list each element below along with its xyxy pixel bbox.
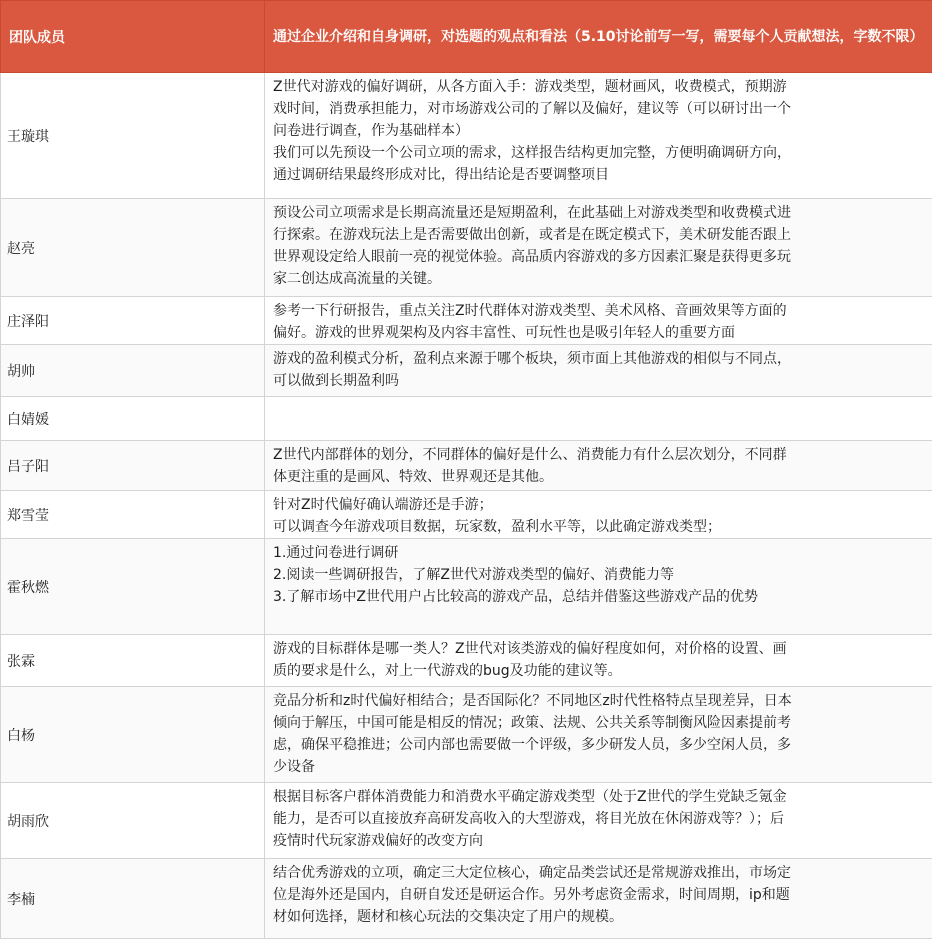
member-name: 庄泽阳 [1, 297, 265, 345]
member-name: 张霖 [1, 635, 265, 687]
opinion-line: 行探索。在游戏玩法上是否需要做出创新，或者是在既定模式下，美术研发能否跟上 [273, 227, 791, 243]
member-name: 白杨 [1, 687, 265, 783]
opinion-line: 可以调查今年游戏项目数据，玩家数，盈利水平等，以此确定游戏类型； [273, 519, 721, 535]
header-row [1, 1, 932, 73]
table-row [1, 635, 932, 687]
opinion-line: 1.通过问卷进行调研 [273, 545, 399, 561]
opinion-line: 虑，确保平稳推进；公司内部也需要做一个评级，多少研发人员，多少空闲人员，多 [273, 737, 791, 753]
table-row [1, 783, 932, 859]
table-body [1, 73, 932, 939]
opinion-line: 倾向于解压，中国可能是相反的情况；政策、法规、公共关系等制衡风险因素提前考 [273, 715, 791, 731]
opinion-line: 通过调研结果最终形成对比，得出结论是否要调整项目 [273, 167, 609, 183]
opinion-line: 家二创达成高流量的关键。 [273, 271, 441, 287]
opinion-line: 我们可以先预设一个公司立项的需求，这样报告结构更加完整，方便明确调研方向， [273, 145, 791, 161]
opinion-line: 问卷进行调查，作为基础样本） [273, 123, 469, 139]
opinion-line: 预设公司立项需求是长期高流量还是短期盈利，在此基础上对游戏类型和收费模式进 [273, 205, 791, 221]
opinion-line: 偏好。游戏的世界观架构及内容丰富性、可玩性也是吸引年轻人的重要方面 [273, 325, 735, 341]
opinion-line: 参考一下行研报告，重点关注Z时代群体对游戏类型、美术风格、音画效果等方面的 [273, 303, 787, 319]
header-opinion: 通过企业介绍和自身调研，对选题的观点和看法（5.10讨论前写一写，需要每个人贡献想法，字数不限） [265, 1, 932, 73]
opinion-line: 疫情时代玩家游戏偏好的改变方向 [273, 833, 483, 849]
member-opinion [265, 783, 932, 859]
table-row [1, 687, 932, 783]
member-opinion [265, 73, 932, 199]
member-opinion [265, 199, 932, 297]
table-row [1, 345, 932, 397]
table-row [1, 199, 932, 297]
member-name: 胡雨欣 [1, 783, 265, 859]
table-row [1, 441, 932, 491]
member-name: 郑雪莹 [1, 491, 265, 539]
table-row [1, 73, 932, 199]
table-row [1, 859, 932, 939]
member-opinion [265, 345, 932, 397]
member-opinion [265, 859, 932, 939]
member-opinion [265, 635, 932, 687]
header-team-member: 团队成员 [1, 1, 265, 73]
table-row [1, 297, 932, 345]
opinion-line: 游戏的目标群体是哪一类人？Z世代对该类游戏的偏好程度如何，对价格的设置、画 [273, 641, 787, 657]
opinion-line: 竞品分析和z时代偏好相结合；是否国际化？不同地区z时代性格特点呈现差异，日本 [273, 693, 792, 709]
opinion-line: 戏时间，消费承担能力，对市场游戏公司的了解以及偏好，建议等（可以研讨出一个 [273, 101, 791, 117]
opinion-line: 结合优秀游戏的立项，确定三大定位核心，确定品类尝试还是常规游戏推出，市场定 [273, 865, 791, 881]
opinion-line: 可以做到长期盈利吗 [273, 373, 399, 389]
member-opinion [265, 491, 932, 539]
opinion-line: 根据目标客户群体消费能力和消费水平确定游戏类型（处于Z世代的学生党缺乏氪金 [273, 789, 787, 805]
opinion-line: 能力，是否可以直接放弃高研发高收入的大型游戏，将目光放在休闲游戏等？）；后 [273, 811, 784, 827]
member-name: 吕子阳 [1, 441, 265, 491]
opinion-line: 少设备 [273, 759, 315, 775]
opinion-line: 位是海外还是国内，自研自发还是研运合作。另外考虑资金需求，时间周期，ip和题 [273, 887, 790, 903]
member-name: 赵亮 [1, 199, 265, 297]
table-row [1, 539, 932, 635]
opinion-line: 材如何选择，题材和核心玩法的交集决定了用户的规模。 [273, 909, 623, 925]
member-opinion [265, 687, 932, 783]
table-row [1, 491, 932, 539]
member-opinion [265, 441, 932, 491]
opinion-line: 游戏的盈利模式分析，盈利点来源于哪个板块，须市面上其他游戏的相似与不同点， [273, 351, 791, 367]
member-name: 胡帅 [1, 345, 265, 397]
member-name: 王璇琪 [1, 73, 265, 199]
opinion-line: Z世代内部群体的划分，不同群体的偏好是什么、消费能力有什么层次划分，不同群 [273, 447, 787, 463]
member-opinion [265, 539, 932, 635]
opinion-line: 世界观设定给人眼前一亮的视觉体验。高品质内容游戏的多方因素汇聚是获得更多玩 [273, 249, 791, 265]
member-name: 霍秋燃 [1, 539, 265, 635]
table-row [1, 397, 932, 441]
opinion-line: 质的要求是什么，对上一代游戏的bug及功能的建议等。 [273, 663, 622, 679]
opinion-line: 2.阅读一些调研报告，了解Z世代对游戏类型的偏好、消费能力等 [273, 567, 674, 583]
member-name: 李楠 [1, 859, 265, 939]
opinion-line: 3.了解市场中Z世代用户占比较高的游戏产品，总结并借鉴这些游戏产品的优势 [273, 589, 758, 605]
opinion-line: 体更注重的是画风、特效、世界观还是其他。 [273, 469, 553, 485]
opinion-line: Z世代对游戏的偏好调研，从各方面入手：游戏类型，题材画风，收费模式，预期游 [273, 79, 787, 95]
opinion-line: 针对Z时代偏好确认端游还是手游； [273, 497, 493, 513]
member-opinion [265, 297, 932, 345]
member-name: 白婧媛 [1, 397, 265, 441]
member-opinion [265, 397, 932, 441]
